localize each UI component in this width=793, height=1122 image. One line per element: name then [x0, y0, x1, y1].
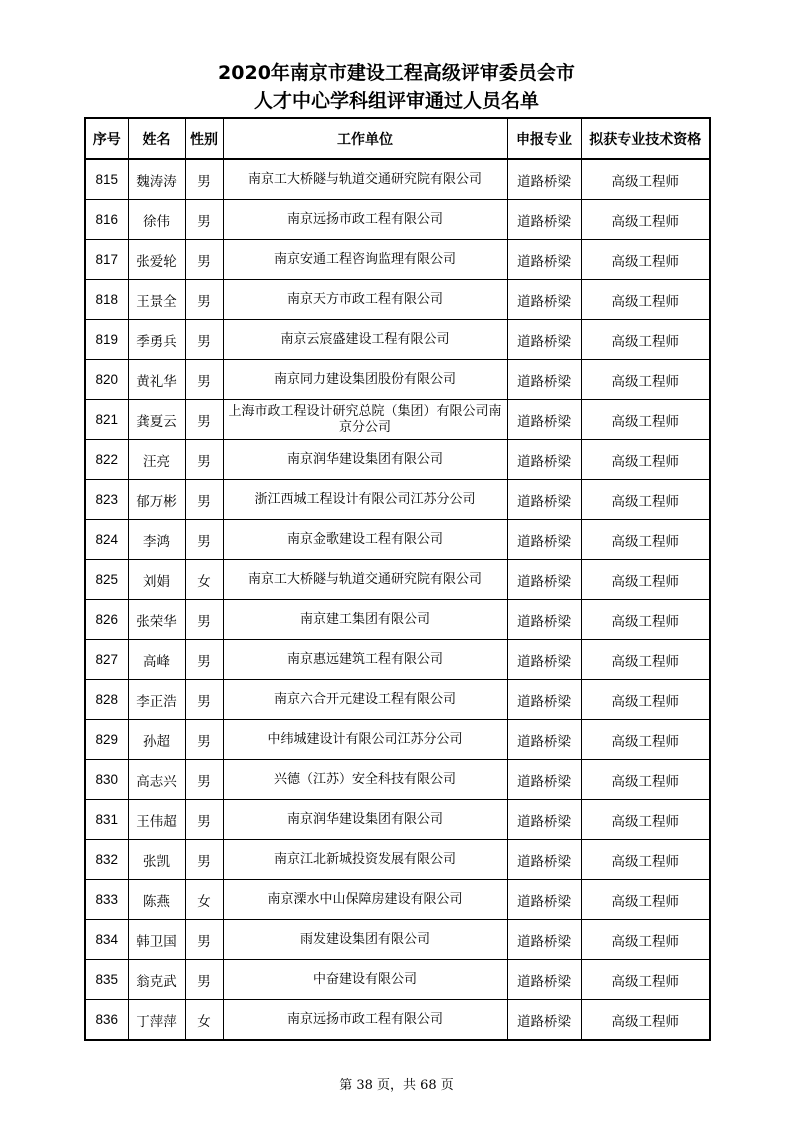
- qualification-cell: 高级工程师: [581, 520, 710, 560]
- row-number-cell: 822: [85, 440, 128, 480]
- employer-cell: 上海市政工程设计研究总院（集团）有限公司南京分公司: [223, 400, 507, 440]
- qualification-cell: 高级工程师: [581, 960, 710, 1000]
- person-name-cell: 李鸿: [128, 520, 185, 560]
- person-name-cell: 陈燕: [128, 880, 185, 920]
- qualification-cell: 高级工程师: [581, 200, 710, 240]
- row-number-cell: 817: [85, 240, 128, 280]
- qualification-cell: 高级工程师: [581, 320, 710, 360]
- gender-cell: 男: [185, 720, 223, 760]
- gender-cell: 男: [185, 280, 223, 320]
- gender-cell: 男: [185, 920, 223, 960]
- declared-major-cell: 道路桥梁: [507, 720, 581, 760]
- table-row: [85, 440, 710, 480]
- declared-major-cell: 道路桥梁: [507, 760, 581, 800]
- table-row: [85, 560, 710, 600]
- table-row: [85, 280, 710, 320]
- qualification-cell: 高级工程师: [581, 400, 710, 440]
- qualification-cell: 高级工程师: [581, 680, 710, 720]
- row-number-cell: 819: [85, 320, 128, 360]
- gender-cell: 男: [185, 800, 223, 840]
- employer-cell: 南京云宸盛建设工程有限公司: [223, 320, 507, 360]
- qualification-cell: 高级工程师: [581, 360, 710, 400]
- declared-major-cell: 道路桥梁: [507, 1000, 581, 1041]
- row-number-cell: 829: [85, 720, 128, 760]
- gender-cell: 男: [185, 640, 223, 680]
- employer-cell: 中奋建设有限公司: [223, 960, 507, 1000]
- row-number-cell: 824: [85, 520, 128, 560]
- employer-cell: 兴德（江苏）安全科技有限公司: [223, 760, 507, 800]
- person-name-cell: 高志兴: [128, 760, 185, 800]
- employer-cell: 南京安通工程咨询监理有限公司: [223, 240, 507, 280]
- employer-cell: 雨发建设集团有限公司: [223, 920, 507, 960]
- table-row: [85, 159, 710, 200]
- qualification-cell: 高级工程师: [581, 440, 710, 480]
- employer-cell: 南京远扬市政工程有限公司: [223, 200, 507, 240]
- table-row: [85, 520, 710, 560]
- employer-cell: 南京润华建设集团有限公司: [223, 800, 507, 840]
- qualification-cell: 高级工程师: [581, 760, 710, 800]
- declared-major-cell: 道路桥梁: [507, 280, 581, 320]
- column-header-qualification: 拟获专业技术资格: [581, 118, 710, 159]
- qualification-cell: 高级工程师: [581, 240, 710, 280]
- employer-cell: 南京溧水中山保障房建设有限公司: [223, 880, 507, 920]
- row-number-cell: 827: [85, 640, 128, 680]
- gender-cell: 男: [185, 760, 223, 800]
- roster-table: [84, 117, 711, 1041]
- table-row: [85, 1000, 710, 1041]
- declared-major-cell: 道路桥梁: [507, 880, 581, 920]
- person-name-cell: 黄礼华: [128, 360, 185, 400]
- row-number-cell: 815: [85, 159, 128, 200]
- gender-cell: 男: [185, 960, 223, 1000]
- qualification-cell: 高级工程师: [581, 720, 710, 760]
- qualification-cell: 高级工程师: [581, 920, 710, 960]
- table-row: [85, 960, 710, 1000]
- person-name-cell: 季勇兵: [128, 320, 185, 360]
- employer-cell: 南京工大桥隧与轨道交通研究院有限公司: [223, 159, 507, 200]
- employer-cell: 南京江北新城投资发展有限公司: [223, 840, 507, 880]
- qualification-cell: 高级工程师: [581, 159, 710, 200]
- table-row: [85, 760, 710, 800]
- person-name-cell: 李正浩: [128, 680, 185, 720]
- qualification-cell: 高级工程师: [581, 480, 710, 520]
- table-header-row: [85, 118, 710, 159]
- person-name-cell: 高峰: [128, 640, 185, 680]
- person-name-cell: 丁萍萍: [128, 1000, 185, 1041]
- qualification-cell: 高级工程师: [581, 600, 710, 640]
- declared-major-cell: 道路桥梁: [507, 560, 581, 600]
- column-header-employer: 工作单位: [223, 118, 507, 159]
- declared-major-cell: 道路桥梁: [507, 800, 581, 840]
- person-name-cell: 张爱轮: [128, 240, 185, 280]
- declared-major-cell: 道路桥梁: [507, 600, 581, 640]
- gender-cell: 男: [185, 600, 223, 640]
- row-number-cell: 834: [85, 920, 128, 960]
- table-row: [85, 320, 710, 360]
- table-row: [85, 920, 710, 960]
- person-name-cell: 汪亮: [128, 440, 185, 480]
- row-number-cell: 820: [85, 360, 128, 400]
- person-name-cell: 翁克武: [128, 960, 185, 1000]
- declared-major-cell: 道路桥梁: [507, 520, 581, 560]
- gender-cell: 男: [185, 840, 223, 880]
- person-name-cell: 王伟超: [128, 800, 185, 840]
- person-name-cell: 刘娟: [128, 560, 185, 600]
- gender-cell: 男: [185, 240, 223, 280]
- gender-cell: 男: [185, 440, 223, 480]
- person-name-cell: 徐伟: [128, 200, 185, 240]
- declared-major-cell: 道路桥梁: [507, 920, 581, 960]
- declared-major-cell: 道路桥梁: [507, 680, 581, 720]
- declared-major-cell: 道路桥梁: [507, 480, 581, 520]
- column-header-number: 序号: [85, 118, 128, 159]
- table-row: [85, 640, 710, 680]
- employer-cell: 南京惠远建筑工程有限公司: [223, 640, 507, 680]
- table-row: [85, 680, 710, 720]
- row-number-cell: 830: [85, 760, 128, 800]
- table-row: [85, 600, 710, 640]
- declared-major-cell: 道路桥梁: [507, 200, 581, 240]
- employer-cell: 南京天方市政工程有限公司: [223, 280, 507, 320]
- gender-cell: 男: [185, 360, 223, 400]
- table-row: [85, 360, 710, 400]
- row-number-cell: 821: [85, 400, 128, 440]
- person-name-cell: 韩卫国: [128, 920, 185, 960]
- declared-major-cell: 道路桥梁: [507, 400, 581, 440]
- employer-cell: 南京润华建设集团有限公司: [223, 440, 507, 480]
- page-title-line-2: 人才中心学科组评审通过人员名单: [253, 90, 539, 112]
- table-row: [85, 800, 710, 840]
- qualification-cell: 高级工程师: [581, 280, 710, 320]
- gender-cell: 女: [185, 560, 223, 600]
- table-row: [85, 880, 710, 920]
- declared-major-cell: 道路桥梁: [507, 440, 581, 480]
- row-number-cell: 826: [85, 600, 128, 640]
- table-row: [85, 480, 710, 520]
- person-name-cell: 张荣华: [128, 600, 185, 640]
- table-row: [85, 200, 710, 240]
- declared-major-cell: 道路桥梁: [507, 240, 581, 280]
- table-row: [85, 840, 710, 880]
- gender-cell: 女: [185, 1000, 223, 1041]
- gender-cell: 男: [185, 159, 223, 200]
- qualification-cell: 高级工程师: [581, 800, 710, 840]
- declared-major-cell: 道路桥梁: [507, 840, 581, 880]
- row-number-cell: 833: [85, 880, 128, 920]
- column-header-gender: 性别: [185, 118, 223, 159]
- page-title-line-1: 2020年南京市建设工程高级评审委员会市: [218, 62, 575, 84]
- gender-cell: 男: [185, 320, 223, 360]
- person-name-cell: 龚夏云: [128, 400, 185, 440]
- employer-cell: 中纬城建设计有限公司江苏分公司: [223, 720, 507, 760]
- employer-cell: 南京工大桥隧与轨道交通研究院有限公司: [223, 560, 507, 600]
- person-name-cell: 孙超: [128, 720, 185, 760]
- gender-cell: 女: [185, 880, 223, 920]
- row-number-cell: 835: [85, 960, 128, 1000]
- employer-cell: 南京同力建设集团股份有限公司: [223, 360, 507, 400]
- declared-major-cell: 道路桥梁: [507, 159, 581, 200]
- row-number-cell: 823: [85, 480, 128, 520]
- person-name-cell: 张凯: [128, 840, 185, 880]
- declared-major-cell: 道路桥梁: [507, 360, 581, 400]
- employer-cell: 南京建工集团有限公司: [223, 600, 507, 640]
- row-number-cell: 818: [85, 280, 128, 320]
- row-number-cell: 828: [85, 680, 128, 720]
- person-name-cell: 魏涛涛: [128, 159, 185, 200]
- qualification-cell: 高级工程师: [581, 1000, 710, 1041]
- declared-major-cell: 道路桥梁: [507, 320, 581, 360]
- qualification-cell: 高级工程师: [581, 840, 710, 880]
- row-number-cell: 832: [85, 840, 128, 880]
- table-body: [85, 159, 710, 1040]
- table-row: [85, 400, 710, 440]
- gender-cell: 男: [185, 480, 223, 520]
- declared-major-cell: 道路桥梁: [507, 960, 581, 1000]
- qualification-cell: 高级工程师: [581, 640, 710, 680]
- declared-major-cell: 道路桥梁: [507, 640, 581, 680]
- gender-cell: 男: [185, 200, 223, 240]
- gender-cell: 男: [185, 520, 223, 560]
- employer-cell: 浙江西城工程设计有限公司江苏分公司: [223, 480, 507, 520]
- column-header-name: 姓名: [128, 118, 185, 159]
- row-number-cell: 816: [85, 200, 128, 240]
- page-footer: 第 38 页，共 68 页: [339, 1078, 454, 1093]
- employer-cell: 南京金歌建设工程有限公司: [223, 520, 507, 560]
- qualification-cell: 高级工程师: [581, 560, 710, 600]
- person-name-cell: 郁万彬: [128, 480, 185, 520]
- row-number-cell: 825: [85, 560, 128, 600]
- table-row: [85, 240, 710, 280]
- row-number-cell: 836: [85, 1000, 128, 1041]
- employer-cell: 南京六合开元建设工程有限公司: [223, 680, 507, 720]
- employer-cell: 南京远扬市政工程有限公司: [223, 1000, 507, 1041]
- gender-cell: 男: [185, 400, 223, 440]
- table-row: [85, 720, 710, 760]
- person-name-cell: 王景全: [128, 280, 185, 320]
- column-header-major: 申报专业: [507, 118, 581, 159]
- qualification-cell: 高级工程师: [581, 880, 710, 920]
- gender-cell: 男: [185, 680, 223, 720]
- row-number-cell: 831: [85, 800, 128, 840]
